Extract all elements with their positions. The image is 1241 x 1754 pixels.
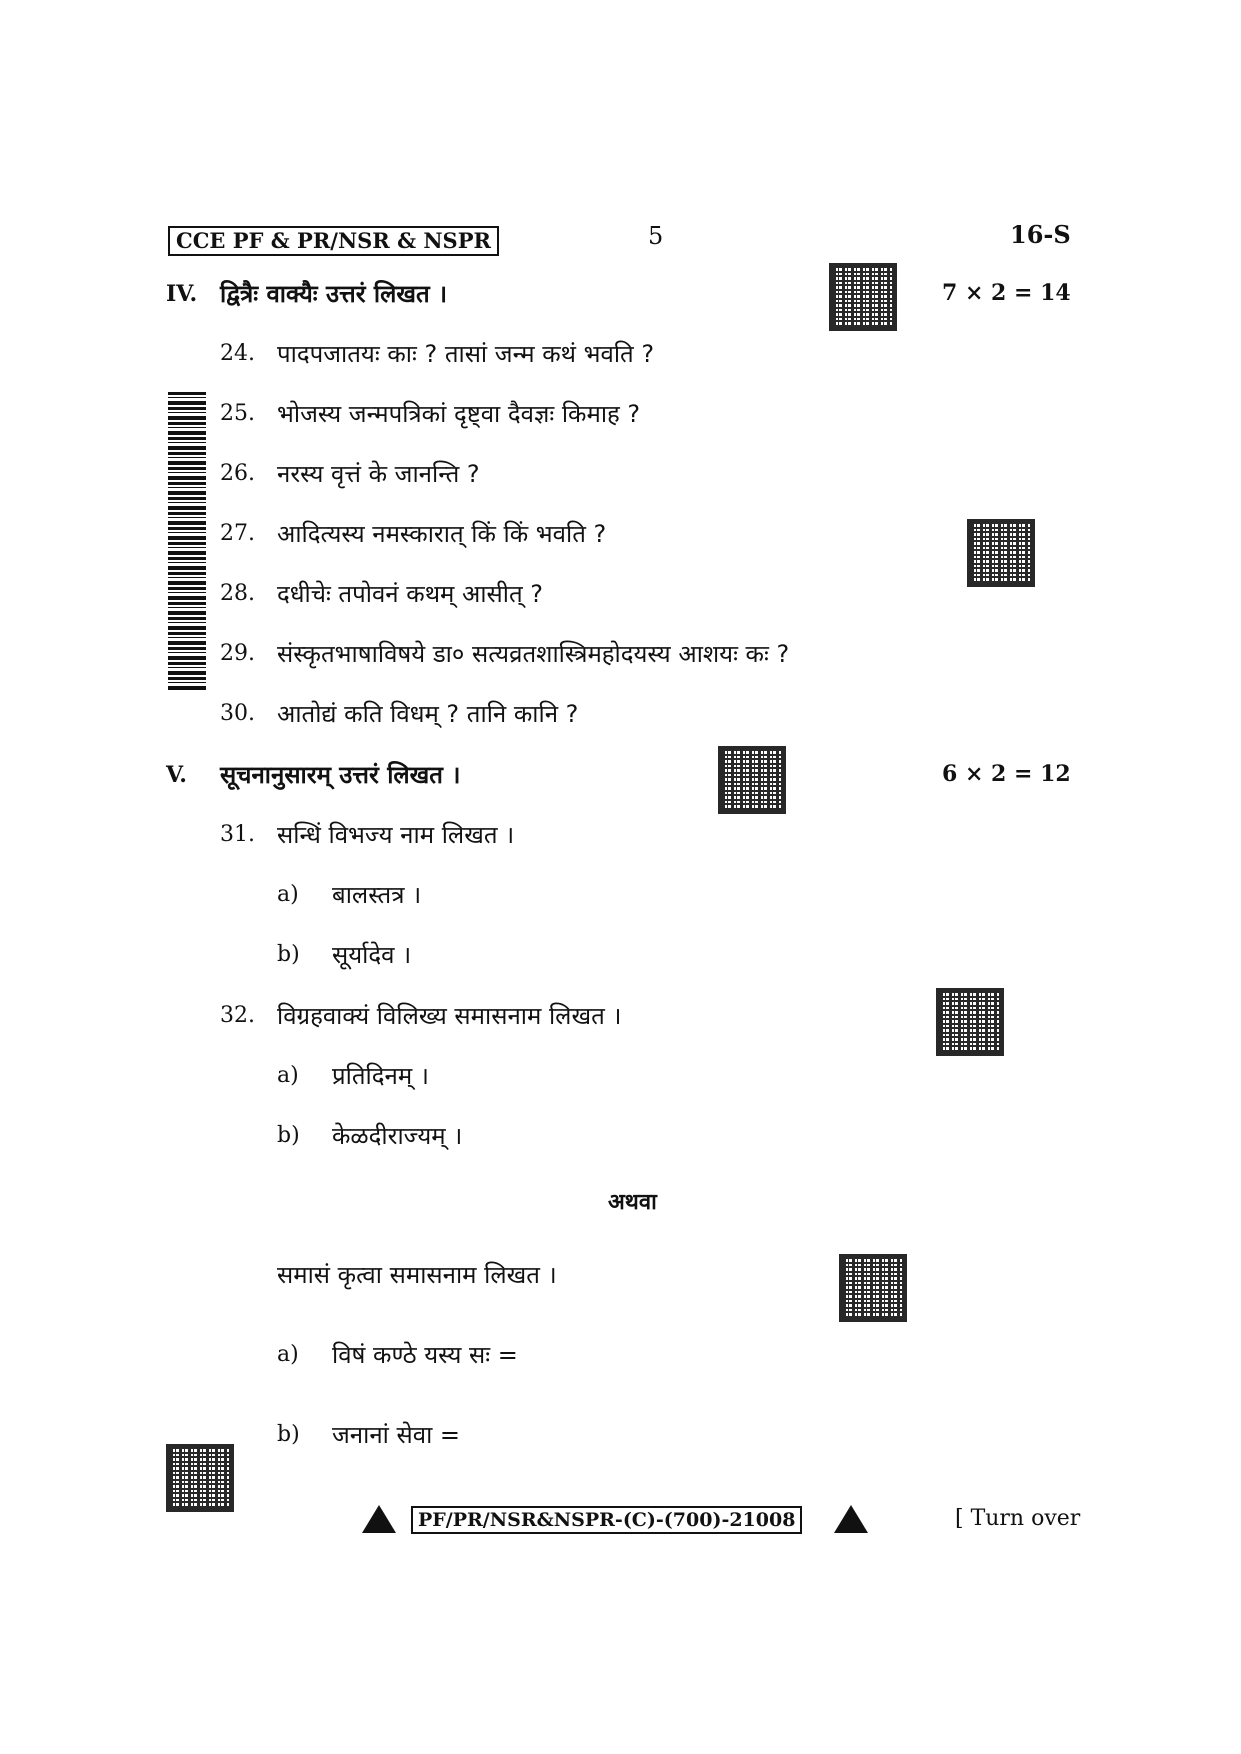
option-text: सूर्यादेव ।: [332, 941, 412, 969]
question-number: 26.: [220, 461, 255, 486]
question-text: संस्कृतभाषाविषये डा० सत्यव्रतशास्त्रिमहोदयस्य आशयः कः ?: [277, 640, 790, 668]
question-number: 27.: [220, 521, 255, 546]
question-text: आदित्यस्य नमस्कारात् किं किं भवति ?: [277, 520, 607, 548]
question-number: 25.: [220, 401, 255, 426]
subject-code: 16-S: [1010, 220, 1071, 249]
qr-code-icon: [829, 263, 897, 331]
question-text: सन्धिं विभज्य नाम लिखत ।: [277, 821, 515, 849]
qr-code-icon: [718, 746, 786, 814]
or-label: अथवा: [608, 1190, 657, 1215]
qr-code-icon: [166, 1444, 234, 1512]
page-number: 5: [648, 222, 664, 250]
question-number: 24.: [220, 341, 255, 366]
section-v-title: सूचनानुसारम् उत्तरं लिखत ।: [220, 761, 461, 789]
option-label: a): [277, 1342, 299, 1367]
qr-code-icon: [936, 988, 1004, 1056]
question-number: 28.: [220, 581, 255, 606]
triangle-icon: [362, 1505, 396, 1533]
option-text: केळदीराज्यम् ।: [332, 1122, 463, 1150]
section-v-label: V.: [166, 762, 187, 788]
option-label: b): [277, 1422, 300, 1447]
option-text: विषं कण्ठे यस्य सः =: [332, 1341, 518, 1369]
qr-code-icon: [839, 1254, 907, 1322]
question-text: दधीचेः तपोवनं कथम् आसीत् ?: [277, 580, 544, 608]
section-v-marks: 6 × 2 = 12: [942, 761, 1071, 787]
question-text: समासं कृत्वा समासनाम लिखत ।: [277, 1261, 557, 1289]
question-number: 32.: [220, 1003, 255, 1028]
option-label: a): [277, 1063, 299, 1088]
option-label: a): [277, 882, 299, 907]
option-text: प्रतिदिनम् ।: [332, 1062, 429, 1090]
paper-code-box: CCE PF & PR/NSR & NSPR: [168, 226, 499, 256]
question-number: 30.: [220, 701, 255, 726]
question-text: भोजस्य जन्मपत्रिकां दृष्ट्वा दैवज्ञः किमाह ?: [277, 400, 641, 428]
option-text: जनानां सेवा =: [332, 1421, 461, 1449]
footer-code-box: PF/PR/NSR&NSPR-(C)-(700)-21008: [411, 1506, 802, 1534]
section-iv-title: द्वित्रैः वाक्यैः उत्तरं लिखत ।: [220, 280, 448, 308]
section-iv-marks: 7 × 2 = 14: [942, 280, 1071, 306]
question-number: 31.: [220, 822, 255, 847]
section-iv-label: IV.: [166, 281, 198, 307]
question-text: पादपजातयः काः ? तासां जन्म कथं भवति ?: [277, 340, 655, 368]
option-label: b): [277, 942, 300, 967]
turn-over-text: [ Turn over: [955, 1506, 1081, 1531]
barcode-icon: [168, 392, 206, 692]
question-text: विग्रहवाक्यं विलिख्य समासनाम लिखत ।: [277, 1002, 622, 1030]
option-label: b): [277, 1123, 300, 1148]
question-text: आतोद्यं कति विधम् ? तानि कानि ?: [277, 700, 579, 728]
question-text: नरस्य वृत्तं के जानन्ति ?: [277, 460, 480, 488]
triangle-icon: [834, 1505, 868, 1533]
qr-code-icon: [967, 519, 1035, 587]
question-number: 29.: [220, 641, 255, 666]
option-text: बालस्तत्र ।: [332, 881, 422, 909]
